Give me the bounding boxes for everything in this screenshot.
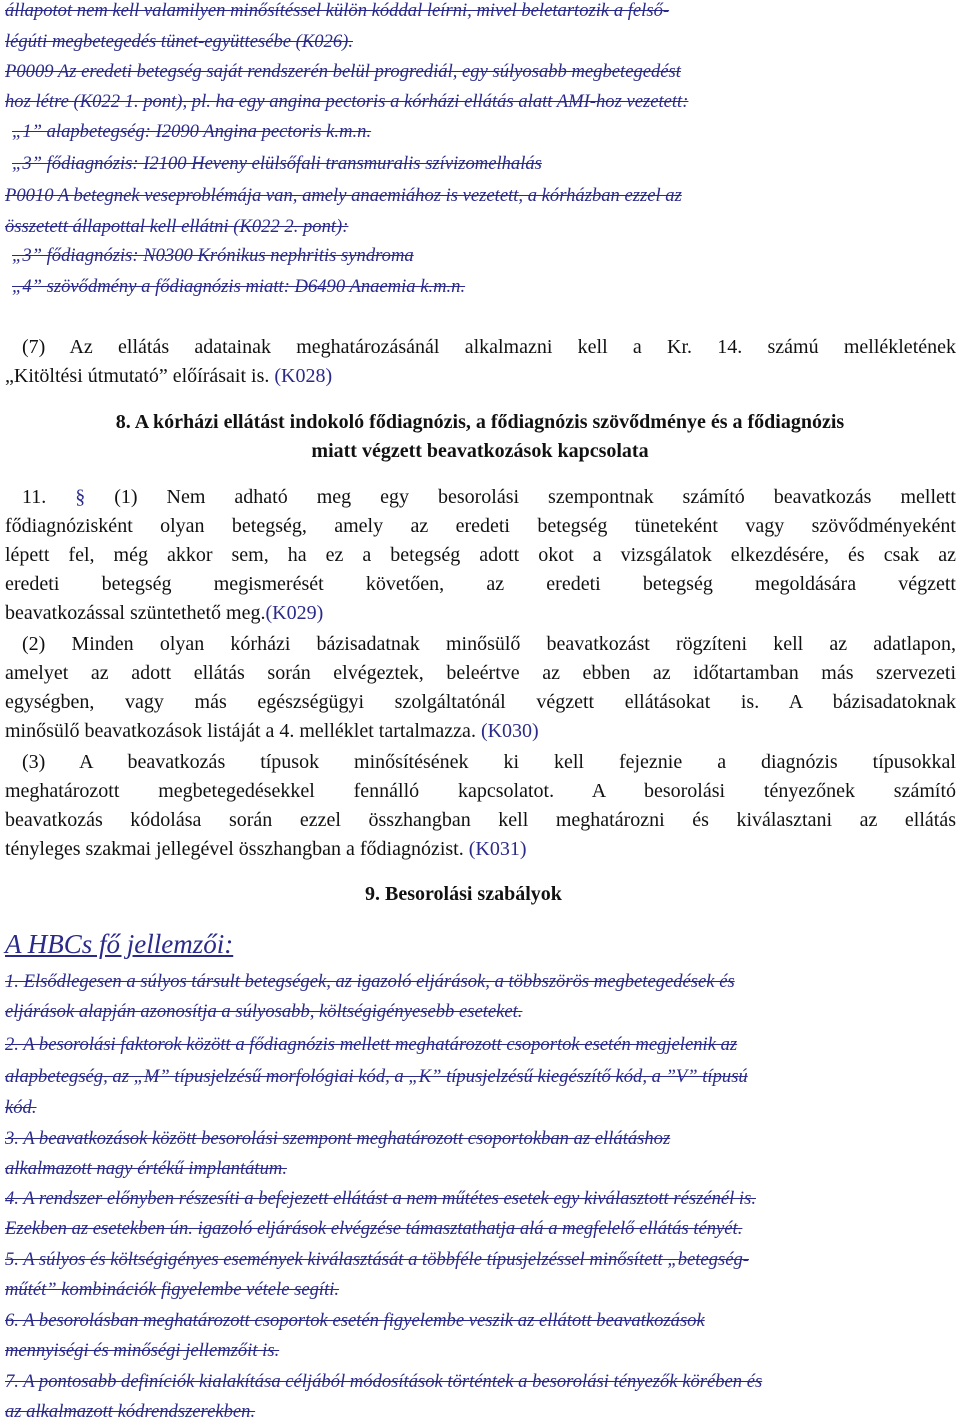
hbcs-struck-line: 5. A súlyos és költségigényes események kiválasztását a többféle típusjelzéssel minősített „betegség- [5,1249,749,1270]
paragraph-7-text: „Kitöltési útmutató” előírásait is. [5,365,270,387]
section-11-p1-line: fődiagnózisként olyan betegség, amely az eredeti betegség tüneteként vagy szövődményeként [5,515,956,537]
paragraph-7-line-2 [5,362,332,391]
struck-line: „3” fődiagnózis: N0300 Krónikus nephritis syndroma [12,245,414,266]
section-11-p2-line: egységben, vagy más egészségügyi szolgáltatónál végzett ellátásokat is. A bázisadatoknak [5,691,956,713]
reference-k031: (K031) [468,838,527,860]
reference-k029: (K029) [265,602,324,624]
reference-k028: (K028) [274,365,333,387]
hbcs-struck-line: Ezekben az esetekben ún. igazoló eljárások elvégzése támasztathatja alá a megfelelő ellátás tényét. [5,1218,743,1239]
hbcs-struck-line: az alkalmazott kódrendszerekben. [5,1401,256,1422]
hbcs-struck-line: műtét” kombinációk figyelembe vétele segíti. [5,1279,340,1300]
struck-line: P0009 Az eredeti betegség saját rendszerén belül progrediál, egy súlyosabb megbetegedést [5,61,681,82]
section-11-p3-line: beavatkozás kódolása során ezzel összhangban kell meghatározni és kiválasztani az ellátás [5,809,956,831]
hbcs-struck-line: eljárások alapján azonosítja a súlyosabb, költségigényesebb eseteket. [5,1001,523,1022]
paragraph-sign: § [75,486,86,508]
heading-8-line-2: miatt végzett beavatkozások kapcsolata [311,440,649,462]
section-11-p3-line: (3) A beavatkozás típusok minősítésének ki kell fejeznie a diagnózis típusokkal [22,751,956,773]
struck-line: összetett állapottal kell ellátni (K022 2. pont): [5,216,349,237]
paragraph-7-line-1: (7) Az ellátás adatainak meghatározásánál alkalmazni kell a Kr. 14. számú mellékletének [22,336,956,358]
reference-k030: (K030) [480,720,539,742]
hbcs-title: A HBCs fő jellemzői: [5,929,234,959]
hbcs-struck-line: 1. Elsődlegesen a súlyos társult betegségek, az igazoló eljárások, a többszörös megbetegedések és [5,971,735,992]
section-11-p2-last-line [5,717,539,746]
struck-line: állapotot nem kell valamilyen minősítéssel külön kóddal leírni, mivel beletartozik a felső- [5,0,670,21]
hbcs-struck-line: 4. A rendszer előnyben részesíti a befejezett ellátást a nem műtétes esetek egy kiválasztott részénél is. [5,1188,756,1209]
hbcs-struck-line: 7. A pontosabb definíciók kialakítása céljából módosítások történtek a besorolási tényezők körében és [5,1371,763,1392]
section-11-p1-last-line [5,599,323,628]
section-11-p1-text: beavatkozással szüntethető meg. [5,602,266,624]
heading-9: 9. Besorolási szabályok [365,883,562,905]
struck-line: „3” fődiagnózis: I2100 Heveny elülsőfali transmuralis szívizomelhalás [12,153,542,174]
struck-line: hoz létre (K022 1. pont), pl. ha egy angina pectoris a kórházi ellátás alatt AMI-hoz vezetett: [5,91,689,112]
hbcs-struck-line: 2. A besorolási faktorok között a fődiagnózis mellett meghatározott csoportok esetén megjelenik az [5,1034,738,1055]
section-11-p1-line: eredeti betegség megismerését követően, az eredeti betegség megoldására végzett [5,573,956,595]
section-11-p2-text: minősülő beavatkozások listáját a 4. melléklet tartalmazza. [5,720,476,742]
section-11-p3-last-line [5,835,527,864]
section-11-p3-text: tényleges szakmai jellegével összhangban a fődiagnózist. [5,838,464,860]
section-11-p2-line: (2) Minden olyan kórházi bázisadatnak minősülő beavatkozást rögzíteni kell az adatlapon, [22,633,956,655]
section-11-p1-line-1 [22,483,956,512]
section-11-p2-line: amelyet az adott ellátás során elvégeztek, beleértve az ebben az időtartamban más szervezeti [5,662,956,684]
hbcs-struck-line: 3. A beavatkozások között besorolási szempont meghatározott csoportokban az ellátáshoz [5,1128,671,1149]
struck-line: „1” alapbetegség: I2090 Angina pectoris k.m.n. [12,121,372,142]
hbcs-struck-line: kód. [5,1097,37,1118]
hbcs-struck-line: alkalmazott nagy értékű implantátum. [5,1158,287,1179]
section-number: 11. [22,486,47,508]
section-11-p1-text: (1) Nem adható meg egy besorolási szempontnak számító beavatkozás mellett [114,486,956,508]
struck-line: légúti megbetegedés tünet-együttesébe (K026). [5,31,353,52]
section-11-p3-line: meghatározott megbetegedésekkel fennálló kapcsolatot. A besorolási tényezőnek számító [5,780,956,802]
heading-8-line-1: 8. A kórházi ellátást indokoló fődiagnózis, a fődiagnózis szövődménye és a fődiagnózis [115,411,845,433]
struck-line: „4” szövődmény a fődiagnózis miatt: D6490 Anaemia k.m.n. [12,276,466,297]
hbcs-struck-line: mennyiségi és minőségi jellemzőit is. [5,1340,280,1361]
hbcs-struck-line: alapbetegség, az „M” típusjelzésű morfológiai kód, a „K” típusjelzésű kiegészítő kód, a ”V” típusú [5,1066,748,1087]
hbcs-struck-line: 6. A besorolásban meghatározott csoportok esetén figyelembe veszik az ellátott beavatkozások [5,1310,705,1331]
section-11-p1-line: lépett fel, még akkor sem, ha ez a betegség adott okot a vizsgálatok elkezdésére, és csak az [5,544,956,566]
struck-line: P0010 A betegnek veseproblémája van, amely anaemiához is vezetett, a kórházban ezzel az [5,185,682,206]
